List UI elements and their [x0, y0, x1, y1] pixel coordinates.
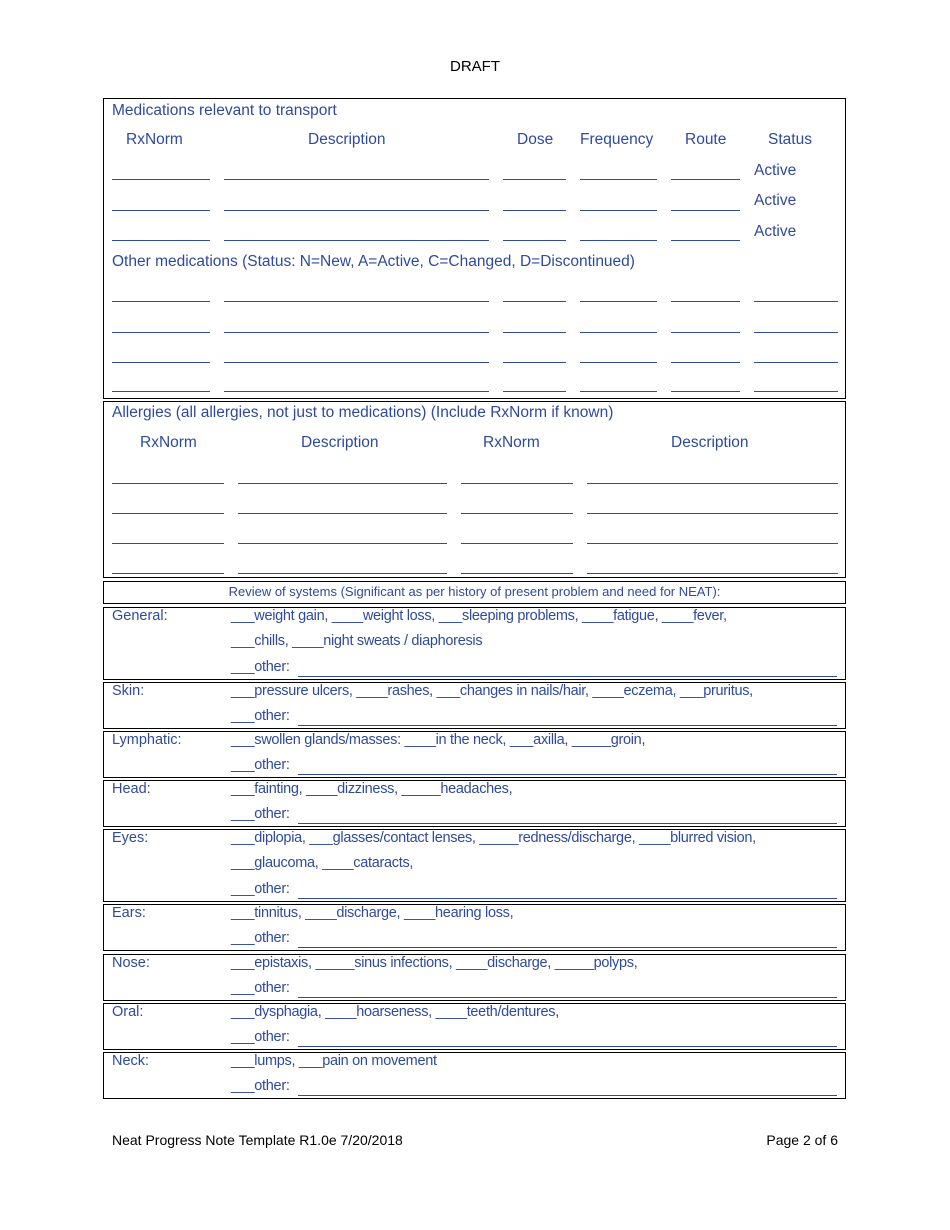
col-route: Route: [685, 131, 727, 148]
ros-line: ___lumps, ___pain on movement: [231, 1053, 437, 1069]
route-field[interactable]: [671, 240, 740, 241]
description-field[interactable]: [224, 179, 489, 180]
description-field[interactable]: [238, 573, 447, 574]
rxnorm-field[interactable]: [112, 391, 210, 392]
description-field[interactable]: [238, 483, 447, 484]
description-field[interactable]: [238, 543, 447, 544]
ros-label: Neck:: [112, 1053, 150, 1069]
col-description: Description: [308, 131, 386, 148]
frequency-field[interactable]: [580, 240, 657, 241]
ros-line: ___tinnitus, ____discharge, ____hearing loss,: [231, 905, 514, 921]
status-field[interactable]: [754, 391, 838, 392]
description-field-2[interactable]: [587, 573, 838, 574]
other-field[interactable]: [298, 823, 837, 824]
col-description-2: Description: [671, 434, 749, 451]
dose-field[interactable]: [503, 179, 566, 180]
route-field[interactable]: [671, 362, 740, 363]
ros-line: ___glaucoma, ____cataracts,: [231, 855, 414, 871]
ros-title: Review of systems (Significant as per history of present problem and need for NEAT):: [228, 584, 721, 599]
rxnorm-field[interactable]: [112, 210, 210, 211]
description-field[interactable]: [224, 332, 489, 333]
col-status: Status: [768, 131, 812, 148]
other-field[interactable]: [298, 725, 837, 726]
ros-lymphatic: [103, 731, 846, 778]
other-label: ___other:: [231, 980, 290, 996]
status-field[interactable]: [754, 301, 838, 302]
ros-label: Lymphatic:: [112, 732, 182, 748]
other-medications-title: Other medications (Status: N=New, A=Active, C=Changed, D=Discontinued): [112, 253, 635, 270]
frequency-field[interactable]: [580, 301, 657, 302]
dose-field[interactable]: [503, 391, 566, 392]
ros-line: ___fainting, ____dizziness, _____headaches,: [231, 781, 513, 797]
description-field[interactable]: [224, 391, 489, 392]
ros-line: ___epistaxis, _____sinus infections, ____discharge, _____polyps,: [231, 955, 638, 971]
col-dose: Dose: [517, 131, 554, 148]
other-label: ___other:: [231, 881, 290, 897]
col-frequency: Frequency: [580, 131, 654, 148]
other-field[interactable]: [298, 898, 837, 899]
other-label: ___other:: [231, 806, 290, 822]
allergies-title: Allergies (all allergies, not just to medications) (Include RxNorm if known): [112, 404, 614, 421]
allergies-section: [103, 401, 846, 578]
ros-label: General:: [112, 608, 168, 624]
other-label: ___other:: [231, 757, 290, 773]
description-field[interactable]: [224, 240, 489, 241]
ros-general: [103, 607, 846, 680]
route-field[interactable]: [671, 210, 740, 211]
col-rxnorm: RxNorm: [140, 434, 197, 451]
rxnorm-field[interactable]: [112, 513, 224, 514]
dose-field[interactable]: [503, 362, 566, 363]
rxnorm-field[interactable]: [112, 362, 210, 363]
other-field[interactable]: [298, 1095, 837, 1096]
other-field[interactable]: [298, 947, 837, 948]
ros-oral: [103, 1003, 846, 1050]
description-field[interactable]: [224, 210, 489, 211]
other-label: ___other:: [231, 930, 290, 946]
other-label: ___other:: [231, 659, 290, 675]
ros-nose: [103, 954, 846, 1001]
other-field[interactable]: [298, 1046, 837, 1047]
ros-skin: [103, 682, 846, 729]
description-field-2[interactable]: [587, 543, 838, 544]
ros-label: Nose:: [112, 955, 150, 971]
col-rxnorm: RxNorm: [126, 131, 183, 148]
rxnorm-field[interactable]: [112, 483, 224, 484]
rxnorm-field-2[interactable]: [461, 543, 573, 544]
description-field[interactable]: [238, 513, 447, 514]
description-field[interactable]: [224, 301, 489, 302]
medications-title: Medications relevant to transport: [112, 102, 337, 119]
footer-template-name: Neat Progress Note Template R1.0e 7/20/2018: [112, 1132, 403, 1148]
status-value: Active: [754, 192, 797, 209]
rxnorm-field[interactable]: [112, 332, 210, 333]
ros-label: Oral:: [112, 1004, 144, 1020]
description-field[interactable]: [224, 362, 489, 363]
rxnorm-field-2[interactable]: [461, 573, 573, 574]
ros-neck: [103, 1052, 846, 1099]
ros-head: [103, 780, 846, 827]
rxnorm-field-2[interactable]: [461, 483, 573, 484]
route-field[interactable]: [671, 391, 740, 392]
ros-line: ___diplopia, ___glasses/contact lenses, _____redness/discharge, ____blurred vision,: [231, 830, 756, 846]
rxnorm-field[interactable]: [112, 543, 224, 544]
frequency-field[interactable]: [580, 332, 657, 333]
other-label: ___other:: [231, 708, 290, 724]
col-rxnorm-2: RxNorm: [483, 434, 540, 451]
status-field[interactable]: [754, 362, 838, 363]
other-field[interactable]: [298, 676, 837, 677]
ros-ears: [103, 904, 846, 951]
rxnorm-field-2[interactable]: [461, 513, 573, 514]
rxnorm-field[interactable]: [112, 179, 210, 180]
frequency-field[interactable]: [580, 179, 657, 180]
route-field[interactable]: [671, 332, 740, 333]
status-field[interactable]: [754, 332, 838, 333]
ros-label: Eyes:: [112, 830, 149, 846]
ros-line: ___dysphagia, ____hoarseness, ____teeth/dentures,: [231, 1004, 559, 1020]
dose-field[interactable]: [503, 332, 566, 333]
col-description: Description: [301, 434, 379, 451]
draft-header: DRAFT: [450, 58, 500, 75]
description-field-2[interactable]: [587, 483, 838, 484]
ros-line: ___swollen glands/masses: ____in the neck, ___axilla, _____groin,: [231, 732, 646, 748]
dose-field[interactable]: [503, 240, 566, 241]
dose-field[interactable]: [503, 210, 566, 211]
other-field[interactable]: [298, 774, 837, 775]
frequency-field[interactable]: [580, 362, 657, 363]
ros-line: ___chills, ____night sweats / diaphoresis: [231, 633, 483, 649]
route-field[interactable]: [671, 179, 740, 180]
rxnorm-field[interactable]: [112, 301, 210, 302]
rxnorm-field[interactable]: [112, 240, 210, 241]
status-value: Active: [754, 162, 797, 179]
frequency-field[interactable]: [580, 391, 657, 392]
other-label: ___other:: [231, 1078, 290, 1094]
ros-label: Skin:: [112, 683, 145, 699]
other-label: ___other:: [231, 1029, 290, 1045]
frequency-field[interactable]: [580, 210, 657, 211]
other-field[interactable]: [298, 997, 837, 998]
ros-eyes: [103, 829, 846, 902]
ros-label: Head:: [112, 781, 151, 797]
medications-section: [103, 98, 846, 399]
ros-label: Ears:: [112, 905, 146, 921]
description-field-2[interactable]: [587, 513, 838, 514]
ros-line: ___weight gain, ____weight loss, ___sleeping problems, ____fatigue, ____fever,: [231, 608, 727, 624]
route-field[interactable]: [671, 301, 740, 302]
ros-title-box: [103, 581, 846, 604]
dose-field[interactable]: [503, 301, 566, 302]
rxnorm-field[interactable]: [112, 573, 224, 574]
ros-line: ___pressure ulcers, ____rashes, ___changes in nails/hair, ____eczema, ___pruritus,: [231, 683, 753, 699]
footer-page-number: Page 2 of 6: [766, 1132, 838, 1148]
status-value: Active: [754, 223, 797, 240]
